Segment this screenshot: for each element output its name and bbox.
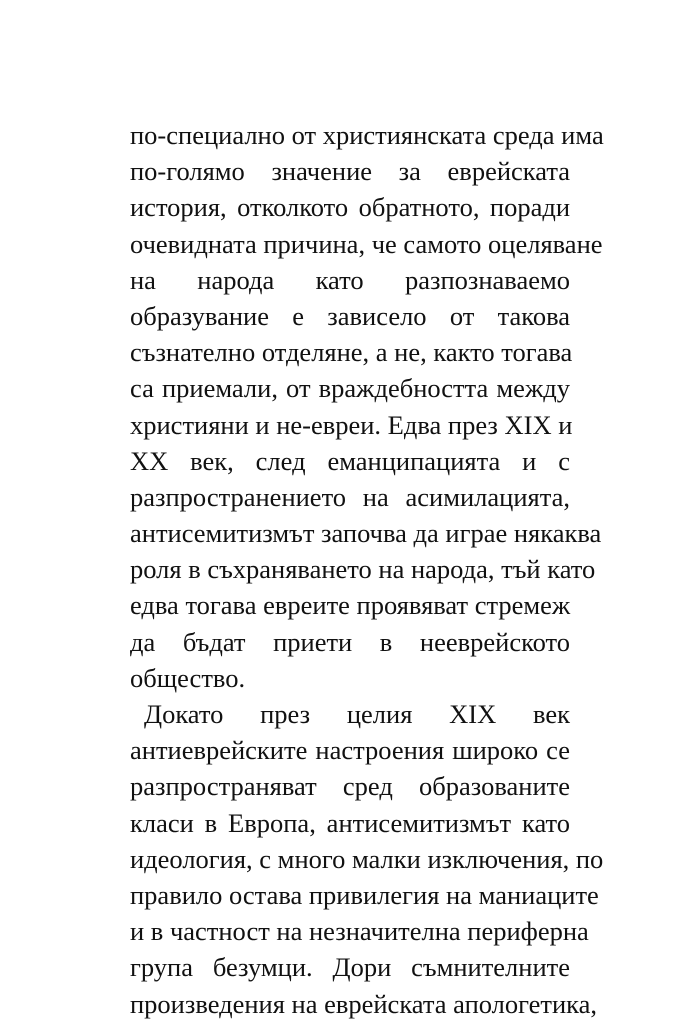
text-line: очевидната причина, че самото оцеляване <box>130 228 603 259</box>
text-line: история, отколкото обратното, поради <box>130 192 570 223</box>
text-line: разпространението на асимилацията, <box>130 481 570 512</box>
text-line: по-специално от християнската среда има <box>130 120 604 150</box>
text-line: идеология, с много малки изключения, по <box>130 843 604 874</box>
text-line: разпространяват сред образованите <box>130 771 570 802</box>
text-line: християни и не-евреи. Едва през XIX и <box>130 409 573 440</box>
text-line: едва тогава евреите проявяват стремеж <box>130 590 571 621</box>
text-line: антисемитизмът започва да играе някаква <box>130 518 602 549</box>
text-line: съзнателно отделяне, а не, както тогава <box>130 337 573 368</box>
text-line: роля в съхраняването на народа, тъй като <box>130 554 596 585</box>
text-line: група безумци. Дори съмнителните <box>130 952 570 983</box>
text-line: общество. <box>130 662 246 693</box>
paragraph <box>130 696 604 1022</box>
text-line: на народа като разпознаваемо <box>130 264 570 295</box>
text-line: правило остава привилегия на маниаците <box>130 879 599 910</box>
body-text <box>130 117 604 1022</box>
paragraph <box>130 117 604 696</box>
text-line: образувание е зависело от такова <box>130 300 570 331</box>
text-line: по-голямо значение за еврейската <box>130 156 570 187</box>
text-line: XX век, след еманципацията и с <box>130 445 570 476</box>
text-line: Докато през целия XIX век <box>144 699 570 729</box>
text-line: произведения на еврейската апологетика, <box>130 988 598 1019</box>
text-line: антиеврейските настроения широко се <box>130 735 570 766</box>
text-line: и в частност на незначителна периферна <box>130 916 589 947</box>
text-line: да бъдат приети в нееврейското <box>130 626 570 657</box>
text-line: класи в Европа, антисемитизмът като <box>130 807 570 838</box>
text-line: са приемали, от враждебността между <box>130 373 570 404</box>
